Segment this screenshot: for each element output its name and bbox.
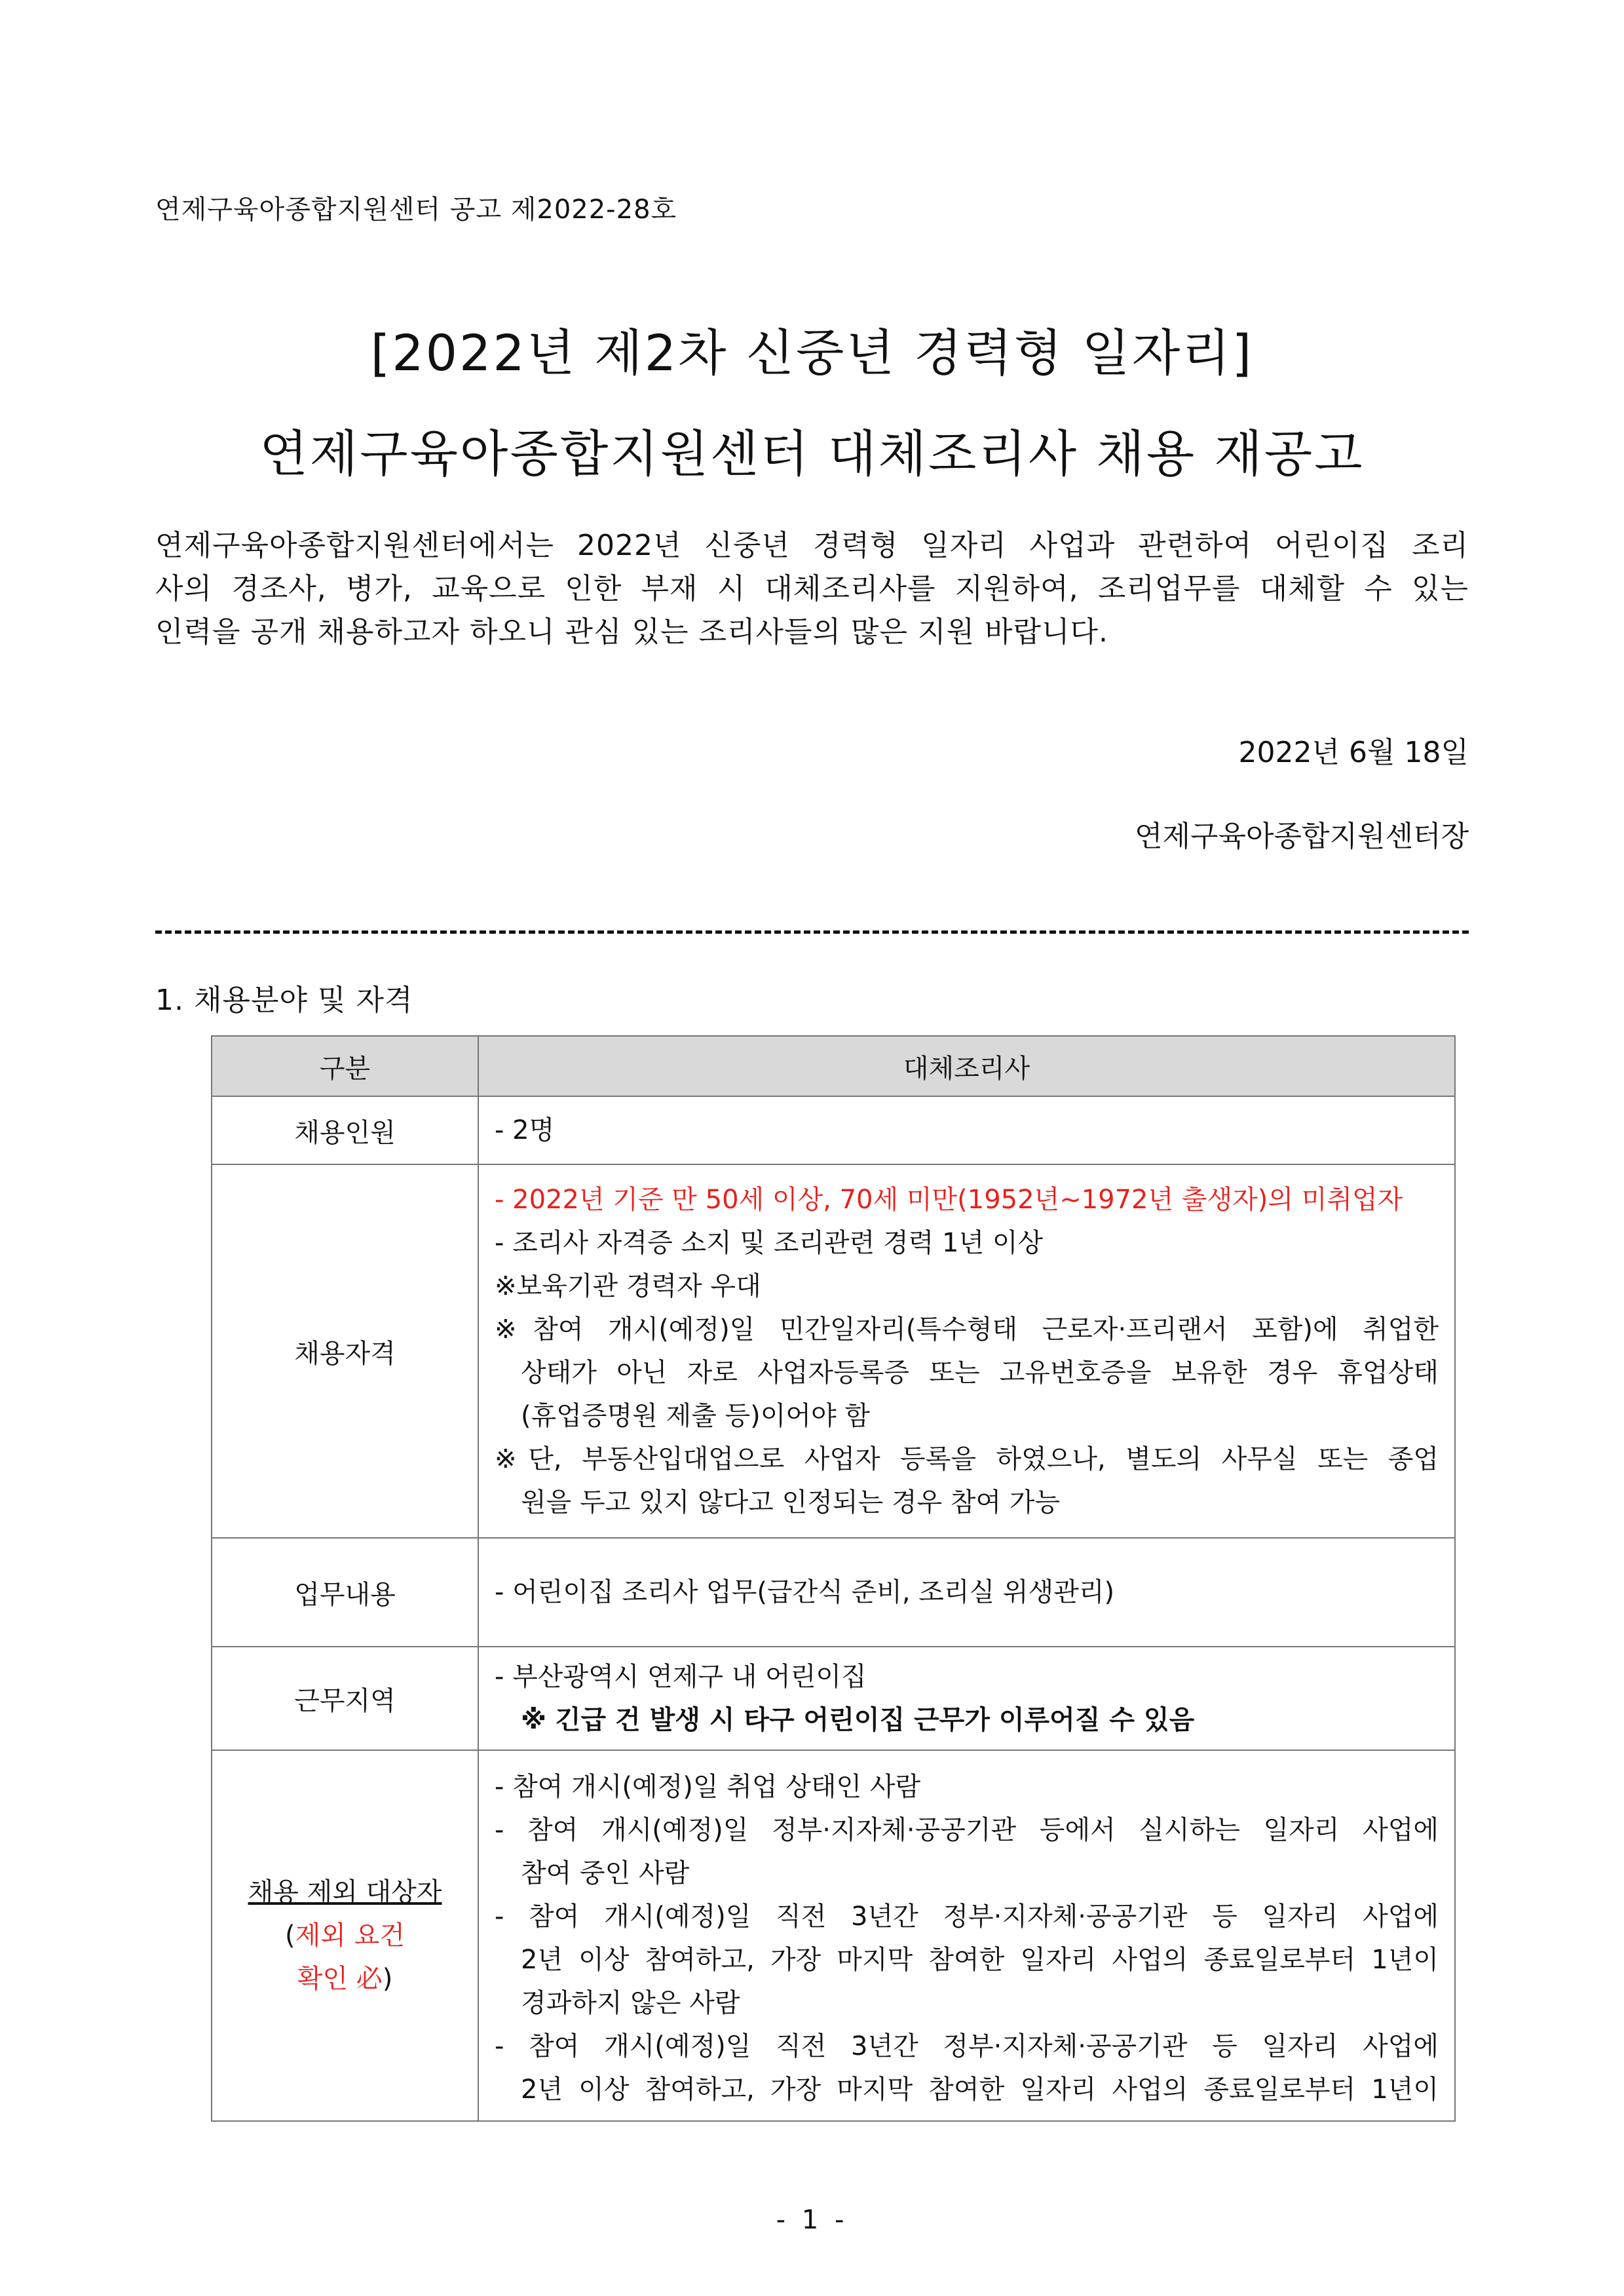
- paren-open: (: [285, 1921, 295, 1951]
- content-line: (휴업증명원 제출 등)이어야 함: [521, 1401, 871, 1431]
- content-line: - 조리사 자격증 소지 및 조리관련 경력 1년 이상: [495, 1228, 1044, 1258]
- intro-line: 인력을 공개 채용하고자 하오니 관심 있는 조리사들의 많은 지원 바랍니다.: [155, 615, 1108, 649]
- row-label: 채용인원: [212, 1096, 478, 1164]
- content-line: ※참여 개시(예정)일 민간일자리(특수형태 근로자·프리랜서 포함)에 취업한: [495, 1314, 1439, 1345]
- content-line: - 어린이집 조리사 업무(급간식 준비, 조리실 위생관리): [495, 1577, 1115, 1607]
- page-number: - 1 -: [776, 2205, 848, 2235]
- content-line: 2년 이상 참여하고, 가장 마지막 참여한 일자리 사업의 종료일로부터 1년이: [521, 2075, 1439, 2105]
- content-line: - 2명: [495, 1115, 555, 1145]
- dashed-divider: [155, 930, 1469, 934]
- header-category: 구분: [212, 1036, 478, 1096]
- row-label: 근무지역: [212, 1647, 478, 1750]
- content-line: - 참여 개시(예정)일 취업 상태인 사람: [495, 1772, 921, 1802]
- content-line: ※보육기관 경력자 우대: [495, 1271, 761, 1301]
- row-content: [478, 1538, 1455, 1647]
- notice-date: 2022년 6월 18일: [1238, 736, 1469, 769]
- row-content: [478, 1164, 1455, 1538]
- label-note-red: 제외 요건: [295, 1921, 405, 1951]
- intro-line: 사의 경조사, 병가, 교육으로 인한 부재 시 대체조리사를 지원하여, 조리업무를 대체할 수 있는: [155, 572, 1469, 605]
- row-content: [478, 1647, 1455, 1750]
- content-line: ※단, 부동산입대업으로 사업자 등록을 하였으나, 별도의 사무실 또는 종업: [495, 1444, 1439, 1474]
- section-title: 1. 채용분야 및 자격: [155, 984, 413, 1017]
- table-row-exclusions: [212, 1750, 1455, 2121]
- table-header-row: [212, 1036, 1455, 1096]
- content-line: 상태가 아닌 자로 사업자등록증 또는 고유번호증을 보유한 경우 휴업상태: [521, 1358, 1439, 1388]
- content-line: 원을 두고 있지 않다고 인정되는 경우 참여 가능: [521, 1487, 1061, 1518]
- table-row-qualification: [212, 1164, 1455, 1538]
- content-line-highlight: - 2022년 기준 만 50세 이상, 70세 미만(1952년~1972년 출생자)의 미취업자: [495, 1185, 1403, 1215]
- recruitment-table: [211, 1035, 1456, 2122]
- table-row-duties: [212, 1538, 1455, 1647]
- row-label-text: 채용 제외 대상자: [248, 1877, 442, 1907]
- label-note-red: 확인 必: [297, 1964, 383, 1994]
- row-label: 업무내용: [212, 1538, 478, 1647]
- row-content: [478, 1096, 1455, 1164]
- content-line: - 참여 개시(예정)일 직전 3년간 정부·지자체·공공기관 등 일자리 사업에: [495, 2031, 1439, 2061]
- content-line-emphasis: ※ 긴급 건 발생 시 타구 어린이집 근무가 이루어질 수 있음: [521, 1705, 1195, 1735]
- intro-line: 연제구육아종합지원센터에서는 2022년 신중년 경력형 일자리 사업과 관련하여 어린이집 조리: [155, 529, 1469, 562]
- content-line: 경과하지 않은 사람: [521, 1988, 740, 2018]
- row-label: 채용자격: [212, 1164, 478, 1538]
- row-label-note: [213, 1957, 477, 2000]
- content-line: 참여 중인 사람: [521, 1858, 690, 1888]
- content-line: 2년 이상 참여하고, 가장 마지막 참여한 일자리 사업의 종료일로부터 1년이: [521, 1945, 1439, 1975]
- row-content: [478, 1750, 1455, 2121]
- content-line: - 참여 개시(예정)일 직전 3년간 정부·지자체·공공기관 등 일자리 사업에: [495, 1902, 1439, 1932]
- row-label: [212, 1750, 478, 2121]
- content-line: - 참여 개시(예정)일 정부·지자체·공공기관 등에서 실시하는 일자리 사업에: [495, 1815, 1439, 1845]
- content-line: - 부산광역시 연제구 내 어린이집: [495, 1662, 867, 1692]
- document-title-line1: [2022년 제2차 신중년 경력형 일자리]: [370, 324, 1254, 382]
- table-row-headcount: [212, 1096, 1455, 1164]
- paren-close: ): [382, 1964, 393, 1994]
- header-position: 대체조리사: [478, 1036, 1455, 1096]
- row-label-note: [213, 1914, 477, 1957]
- intro-paragraph: [155, 524, 1469, 654]
- issuer: 연제구육아종합지원센터장: [1134, 820, 1469, 853]
- table-row-location: [212, 1647, 1455, 1750]
- notice-number: 연제구육아종합지원센터 공고 제2022-28호: [155, 195, 677, 225]
- document-title-line2: 연제구육아종합지원센터 대체조리사 채용 재공고: [259, 425, 1365, 483]
